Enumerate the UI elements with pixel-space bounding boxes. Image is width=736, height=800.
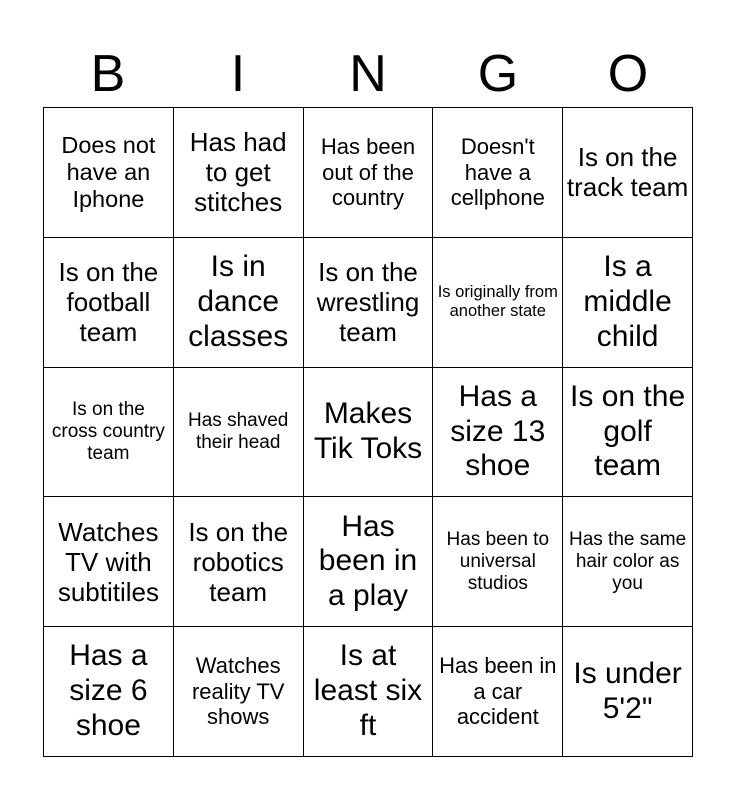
bingo-cell[interactable]: Is on the cross country team [44,368,174,498]
header-letter-i: I [230,45,246,103]
bingo-cell[interactable]: Has been to universal studios [433,497,563,627]
bingo-cell[interactable]: Is in dance classes [174,238,304,368]
bingo-cell[interactable]: Is on the football team [44,238,174,368]
header-letter-b: B [90,45,126,103]
bingo-cell[interactable]: Has shaved their head [174,368,304,498]
bingo-cell[interactable]: Is originally from another state [433,238,563,368]
bingo-grid [43,107,693,757]
bingo-cell[interactable]: Watches reality TV shows [174,627,304,757]
bingo-cell[interactable]: Is on the robotics team [174,497,304,627]
bingo-cell[interactable]: Has the same hair color as you [563,497,693,627]
bingo-cell[interactable]: Makes Tik Toks [304,368,434,498]
bingo-cell[interactable]: Is on the golf team [563,368,693,498]
bingo-cell[interactable]: Is a middle child [563,238,693,368]
bingo-cell[interactable]: Has a size 13 shoe [433,368,563,498]
bingo-cell[interactable]: Is at least six ft [304,627,434,757]
bingo-cell[interactable]: Has had to get stitches [174,108,304,238]
bingo-cell[interactable]: Is on the track team [563,108,693,238]
bingo-cell[interactable]: Is on the wrestling team [304,238,434,368]
bingo-cell[interactable]: Has been out of the country [304,108,434,238]
header-letter-n: N [349,45,387,103]
bingo-cell[interactable]: Does not have an Iphone [44,108,174,238]
bingo-cell[interactable]: Has been in a car accident [433,627,563,757]
bingo-cell[interactable]: Doesn't have a cellphone [433,108,563,238]
header-letter-g: G [477,45,519,103]
bingo-cell[interactable]: Has a size 6 shoe [44,627,174,757]
header-letter-o: O [607,45,649,103]
bingo-cell[interactable]: Has been in a play [304,497,434,627]
bingo-cell[interactable]: Watches TV with subtitiles [44,497,174,627]
bingo-cell[interactable]: Is under 5'2" [563,627,693,757]
bingo-header [43,44,693,104]
